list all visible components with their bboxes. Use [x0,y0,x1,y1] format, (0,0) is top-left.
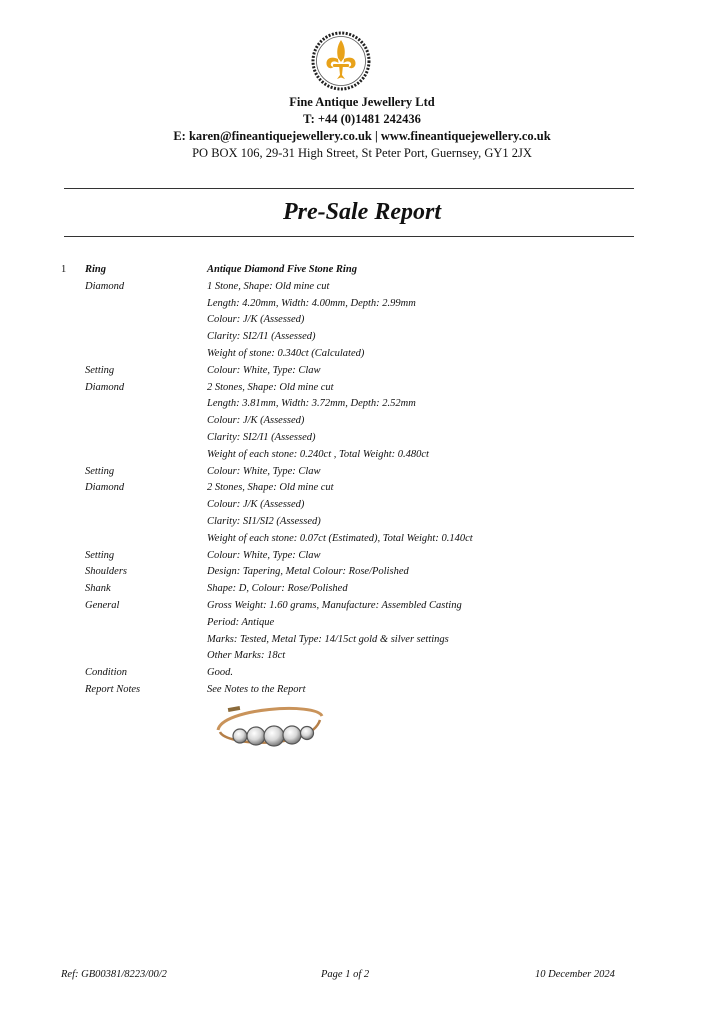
row-value: Weight of each stone: 0.240ct , Total Weight: 0.480ct [207,448,429,460]
report-row [0,413,724,430]
report-row [0,548,724,565]
row-value: See Notes to the Report [207,683,306,695]
report-row [0,329,724,346]
contact-details: E: karen@fineantiquejewellery.co.uk | www.fineantiquejewellery.co.uk [173,129,551,143]
row-label: Diamond [85,482,125,494]
report-row [0,564,724,581]
report-row [0,447,724,464]
report-row [0,514,724,531]
report-details [0,262,724,699]
row-value: Length: 3.81mm, Width: 3.72mm, Depth: 2.52mm [207,398,416,410]
report-row [0,665,724,682]
fleur-de-lis-logo [311,31,371,91]
row-label: General [85,599,120,611]
row-value: Weight of stone: 0.340ct (Calculated) [207,347,365,359]
row-label: Shank [85,583,111,595]
report-row [0,262,724,279]
report-row [0,279,724,296]
row-label: Diamond [85,280,125,292]
row-label: Ring [85,264,107,275]
row-value: Marks: Tested, Metal Type: 14/15ct gold & silver settings [207,633,449,645]
report-row [0,648,724,665]
row-value: 1 Stone, Shape: Old mine cut [207,280,330,292]
row-value: Other Marks: 18ct [207,650,286,662]
row-value: 2 Stones, Shape: Old mine cut [207,482,334,494]
row-value: Colour: J/K (Assessed) [207,499,305,511]
report-row [0,531,724,548]
report-row [0,632,724,649]
ring-photo [214,700,324,754]
row-label: Setting [85,549,115,561]
footer-date: 10 December 2024 [535,969,615,980]
report-row [0,363,724,380]
footer-reference: Ref: GB00381/8223/00/2 [61,969,167,980]
report-row [0,396,724,413]
row-value: Weight of each stone: 0.07ct (Estimated), Total Weight: 0.140ct [207,532,473,544]
row-label: Setting [85,465,115,477]
row-value: 2 Stones, Shape: Old mine cut [207,381,334,393]
row-value: Period: Antique [207,616,275,628]
row-value: Clarity: SI2/I1 (Assessed) [207,331,316,343]
row-value: Good. [207,667,233,679]
row-label: Shoulders [85,566,127,578]
row-value: Length: 4.20mm, Width: 4.00mm, Depth: 2.99mm [207,297,416,309]
bottom-divider [64,236,634,237]
report-row [0,598,724,615]
item-number: 1 [61,264,67,275]
report-row [0,581,724,598]
row-value: Clarity: SI2/I1 (Assessed) [207,431,316,443]
report-row [0,497,724,514]
row-value: Gross Weight: 1.60 grams, Manufacture: Assembled Casting [207,599,462,611]
report-row [0,615,724,632]
row-value: Colour: White, Type: Claw [207,465,321,477]
report-row [0,682,724,699]
phone-number: T: +44 (0)1481 242436 [303,112,421,126]
report-row [0,296,724,313]
row-value: Colour: J/K (Assessed) [207,415,305,427]
page-title: Pre-Sale Report [283,199,441,225]
report-row [0,480,724,497]
row-label: Condition [85,667,128,679]
row-value: Colour: J/K (Assessed) [207,314,305,326]
report-row [0,430,724,447]
postal-address: PO BOX 106, 29-31 High Street, St Peter Port, Guernsey, GY1 2JX [192,146,532,160]
row-label: Setting [85,364,115,376]
row-value: Colour: White, Type: Claw [207,364,321,376]
row-value: Colour: White, Type: Claw [207,549,321,561]
report-row [0,464,724,481]
top-divider [64,188,634,189]
report-row [0,380,724,397]
row-label: Report Notes [85,683,141,695]
row-value: Antique Diamond Five Stone Ring [207,264,357,275]
row-value: Design: Tapering, Metal Colour: Rose/Polished [207,566,409,578]
report-row [0,312,724,329]
footer-page-number: Page 1 of 2 [321,969,370,980]
report-row [0,346,724,363]
row-label: Diamond [85,381,125,393]
company-name: Fine Antique Jewellery Ltd [289,95,435,109]
row-value: Clarity: SI1/SI2 (Assessed) [207,515,321,527]
row-value: Shape: D, Colour: Rose/Polished [207,583,348,595]
